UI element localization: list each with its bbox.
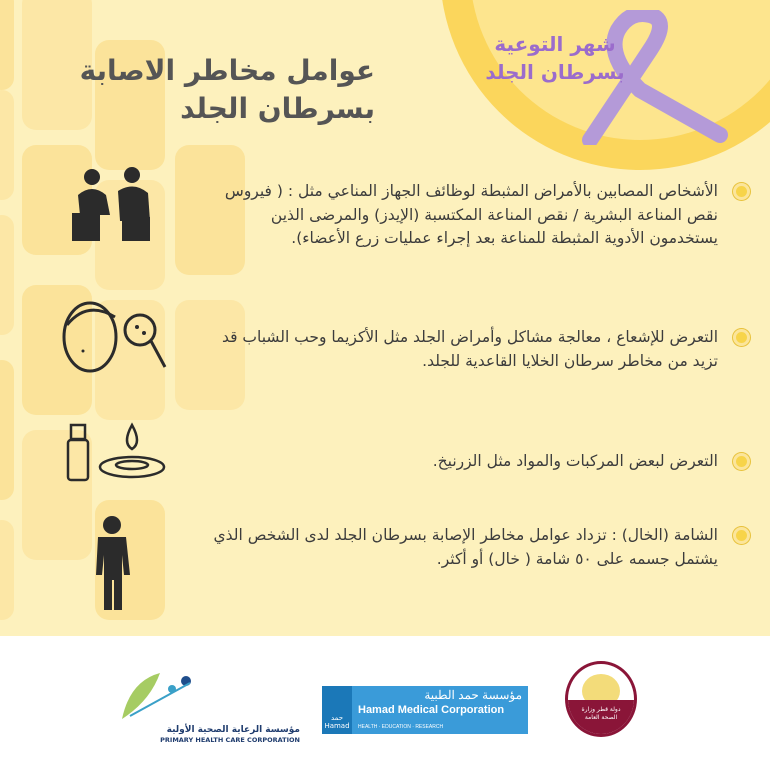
hmc-logo bbox=[322, 686, 528, 734]
phcc-name-ar: مؤسسة الرعاية الصحية الأولية bbox=[166, 725, 300, 735]
hmc-tagline: HEALTH · EDUCATION · RESEARCH bbox=[358, 724, 444, 730]
phcc-logo bbox=[120, 671, 300, 744]
hmc-name-ar: مؤسسة حمد الطبية bbox=[424, 688, 522, 702]
title-line1: عوامل مخاطر الاصابة bbox=[79, 54, 375, 87]
moph-emblem bbox=[565, 661, 637, 737]
title-line2: بسرطان الجلد bbox=[180, 92, 375, 125]
risk-text: التعرض للإشعاع ، معالجة مشاكل وأمراض الجلد مثل الأكزيما وحب الشباب قد تزيد من مخاطر سرطان الخلايا القاعدية للجلد. bbox=[221, 328, 718, 370]
hmc-name-en: Hamad Medical Corporation bbox=[358, 704, 505, 716]
chemical-spray-icon bbox=[50, 415, 175, 485]
moph-name: دولة قطر وزارة الصحة العامة bbox=[568, 700, 634, 734]
phcc-leaf-icon bbox=[120, 671, 200, 721]
awareness-badge bbox=[480, 30, 630, 86]
hmc-mark: حمد Hamad bbox=[322, 686, 352, 734]
badge-line1: شهر التوعية bbox=[494, 32, 616, 56]
risk-item bbox=[198, 326, 718, 373]
doctor-patient-icon bbox=[70, 165, 160, 245]
badge-line2: بسرطان الجلد bbox=[485, 60, 625, 84]
risk-item bbox=[198, 180, 718, 251]
bullet-icon bbox=[733, 453, 750, 470]
person-moles-icon bbox=[90, 515, 135, 610]
risk-item bbox=[198, 524, 718, 571]
page-title bbox=[80, 52, 375, 128]
risk-item bbox=[198, 450, 718, 474]
bullet-icon bbox=[733, 527, 750, 544]
footer-logos bbox=[0, 636, 770, 769]
bullet-icon bbox=[733, 183, 750, 200]
risk-text: التعرض لبعض المركبات والمواد مثل الزرنيخ. bbox=[432, 452, 718, 470]
phcc-name-en: PRIMARY HEALTH CARE CORPORATION bbox=[160, 736, 300, 744]
skin-magnifier-icon bbox=[55, 295, 170, 380]
bullet-icon bbox=[733, 329, 750, 346]
risk-text: الشامة (الخال) : تزداد عوامل مخاطر الإصابة بسرطان الجلد لدى الشخص الذي يشتمل جسمه على ٥٠ شامة ( خال) أو أكثر. bbox=[213, 526, 718, 568]
risk-text: الأشخاص المصابين بالأمراض المثبطة لوظائف الجهاز المناعي مثل : ( فيروس نقص المناعة البشرية / نقص المناعة المكتسبة (الإيدز) والمرضى الذين يستخدمون الأدوية المثبطة للمناعة بعد إجراء عمليات زرع الأعضاء). bbox=[224, 182, 718, 247]
